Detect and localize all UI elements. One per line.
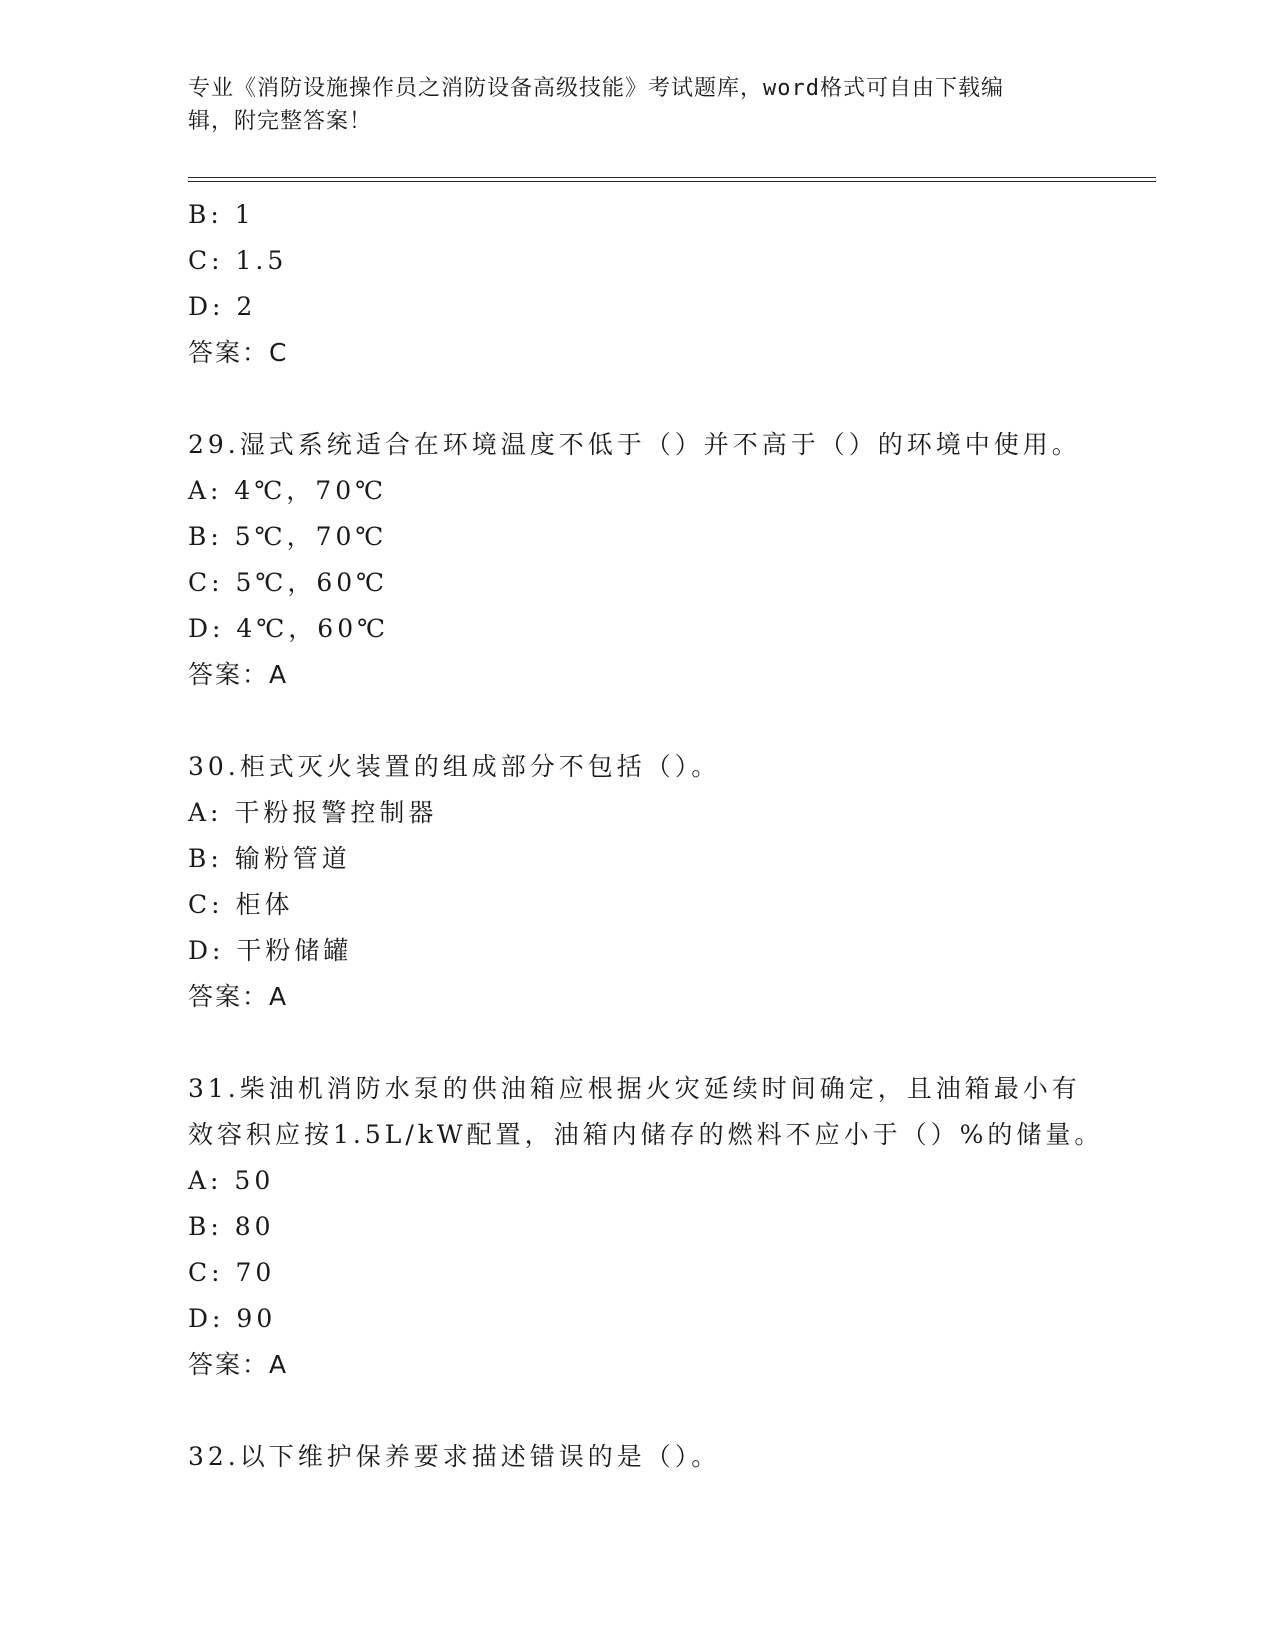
option-d: D: 4℃，60℃: [188, 614, 390, 643]
answer-label: 答案：C: [188, 338, 289, 367]
option-d: D: 90: [188, 1304, 277, 1333]
option-a: A: 干粉报警控制器: [188, 798, 438, 827]
option-d: D: 干粉储罐: [188, 936, 353, 965]
answer-label: 答案：A: [188, 1350, 289, 1379]
question-title-line: 32.以下维护保养要求描述错误的是（）。: [188, 1442, 721, 1471]
question-title: [188, 422, 1088, 468]
spacer: [188, 1388, 1088, 1434]
question-list: [188, 192, 1104, 1480]
spacer: [188, 1020, 1088, 1066]
question-30: [188, 744, 1088, 1020]
question-title-line: 30.柜式灭火装置的组成部分不包括（）。: [188, 752, 721, 781]
option-c: C: 5℃，60℃: [188, 568, 389, 597]
option-c: C: 70: [188, 1258, 276, 1287]
option-d: D: 2: [188, 292, 257, 321]
option-b: B: 5℃，70℃: [188, 522, 388, 551]
option-a: A: 50: [188, 1166, 275, 1195]
document-header: [188, 72, 1068, 138]
option-b: B: 80: [188, 1212, 275, 1241]
header-divider-bottom: [188, 181, 1156, 182]
question-title: [188, 744, 1088, 790]
question-title-line: 29.湿式系统适合在环境温度不低于（）并不高于（）的环境中使用。: [188, 430, 1081, 459]
question-title-line: 31.柴油机消防水泵的供油箱应根据火灾延续时间确定，且油箱最小有: [188, 1074, 1081, 1103]
question-32: [188, 1434, 1088, 1480]
option-b: B: 输粉管道: [188, 844, 351, 873]
header-divider-top: [188, 177, 1156, 178]
question-title: [188, 1434, 1088, 1480]
question-title: [188, 1066, 1104, 1158]
option-c: C: 1.5: [188, 246, 288, 275]
option-c: C: 柜体: [188, 890, 294, 919]
header-line-1: 专业《消防设施操作员之消防设备高级技能》考试题库，word格式可自由下载编: [188, 76, 1004, 101]
question-title-line: 效容积应按1.5L/kW配置，油箱内储存的燃料不应小于（）%的储量。: [188, 1120, 1104, 1149]
option-a: A: 4℃，70℃: [188, 476, 388, 505]
answer-label: 答案：A: [188, 660, 289, 689]
question-29: [188, 422, 1088, 698]
answer-label: 答案：A: [188, 982, 289, 1011]
question-28-continuation: [188, 192, 1088, 376]
option-b: B: 1: [188, 200, 255, 229]
spacer: [188, 376, 1088, 422]
header-line-2: 辑，附完整答案！: [188, 109, 373, 134]
spacer: [188, 698, 1088, 744]
question-31: [188, 1066, 1104, 1388]
